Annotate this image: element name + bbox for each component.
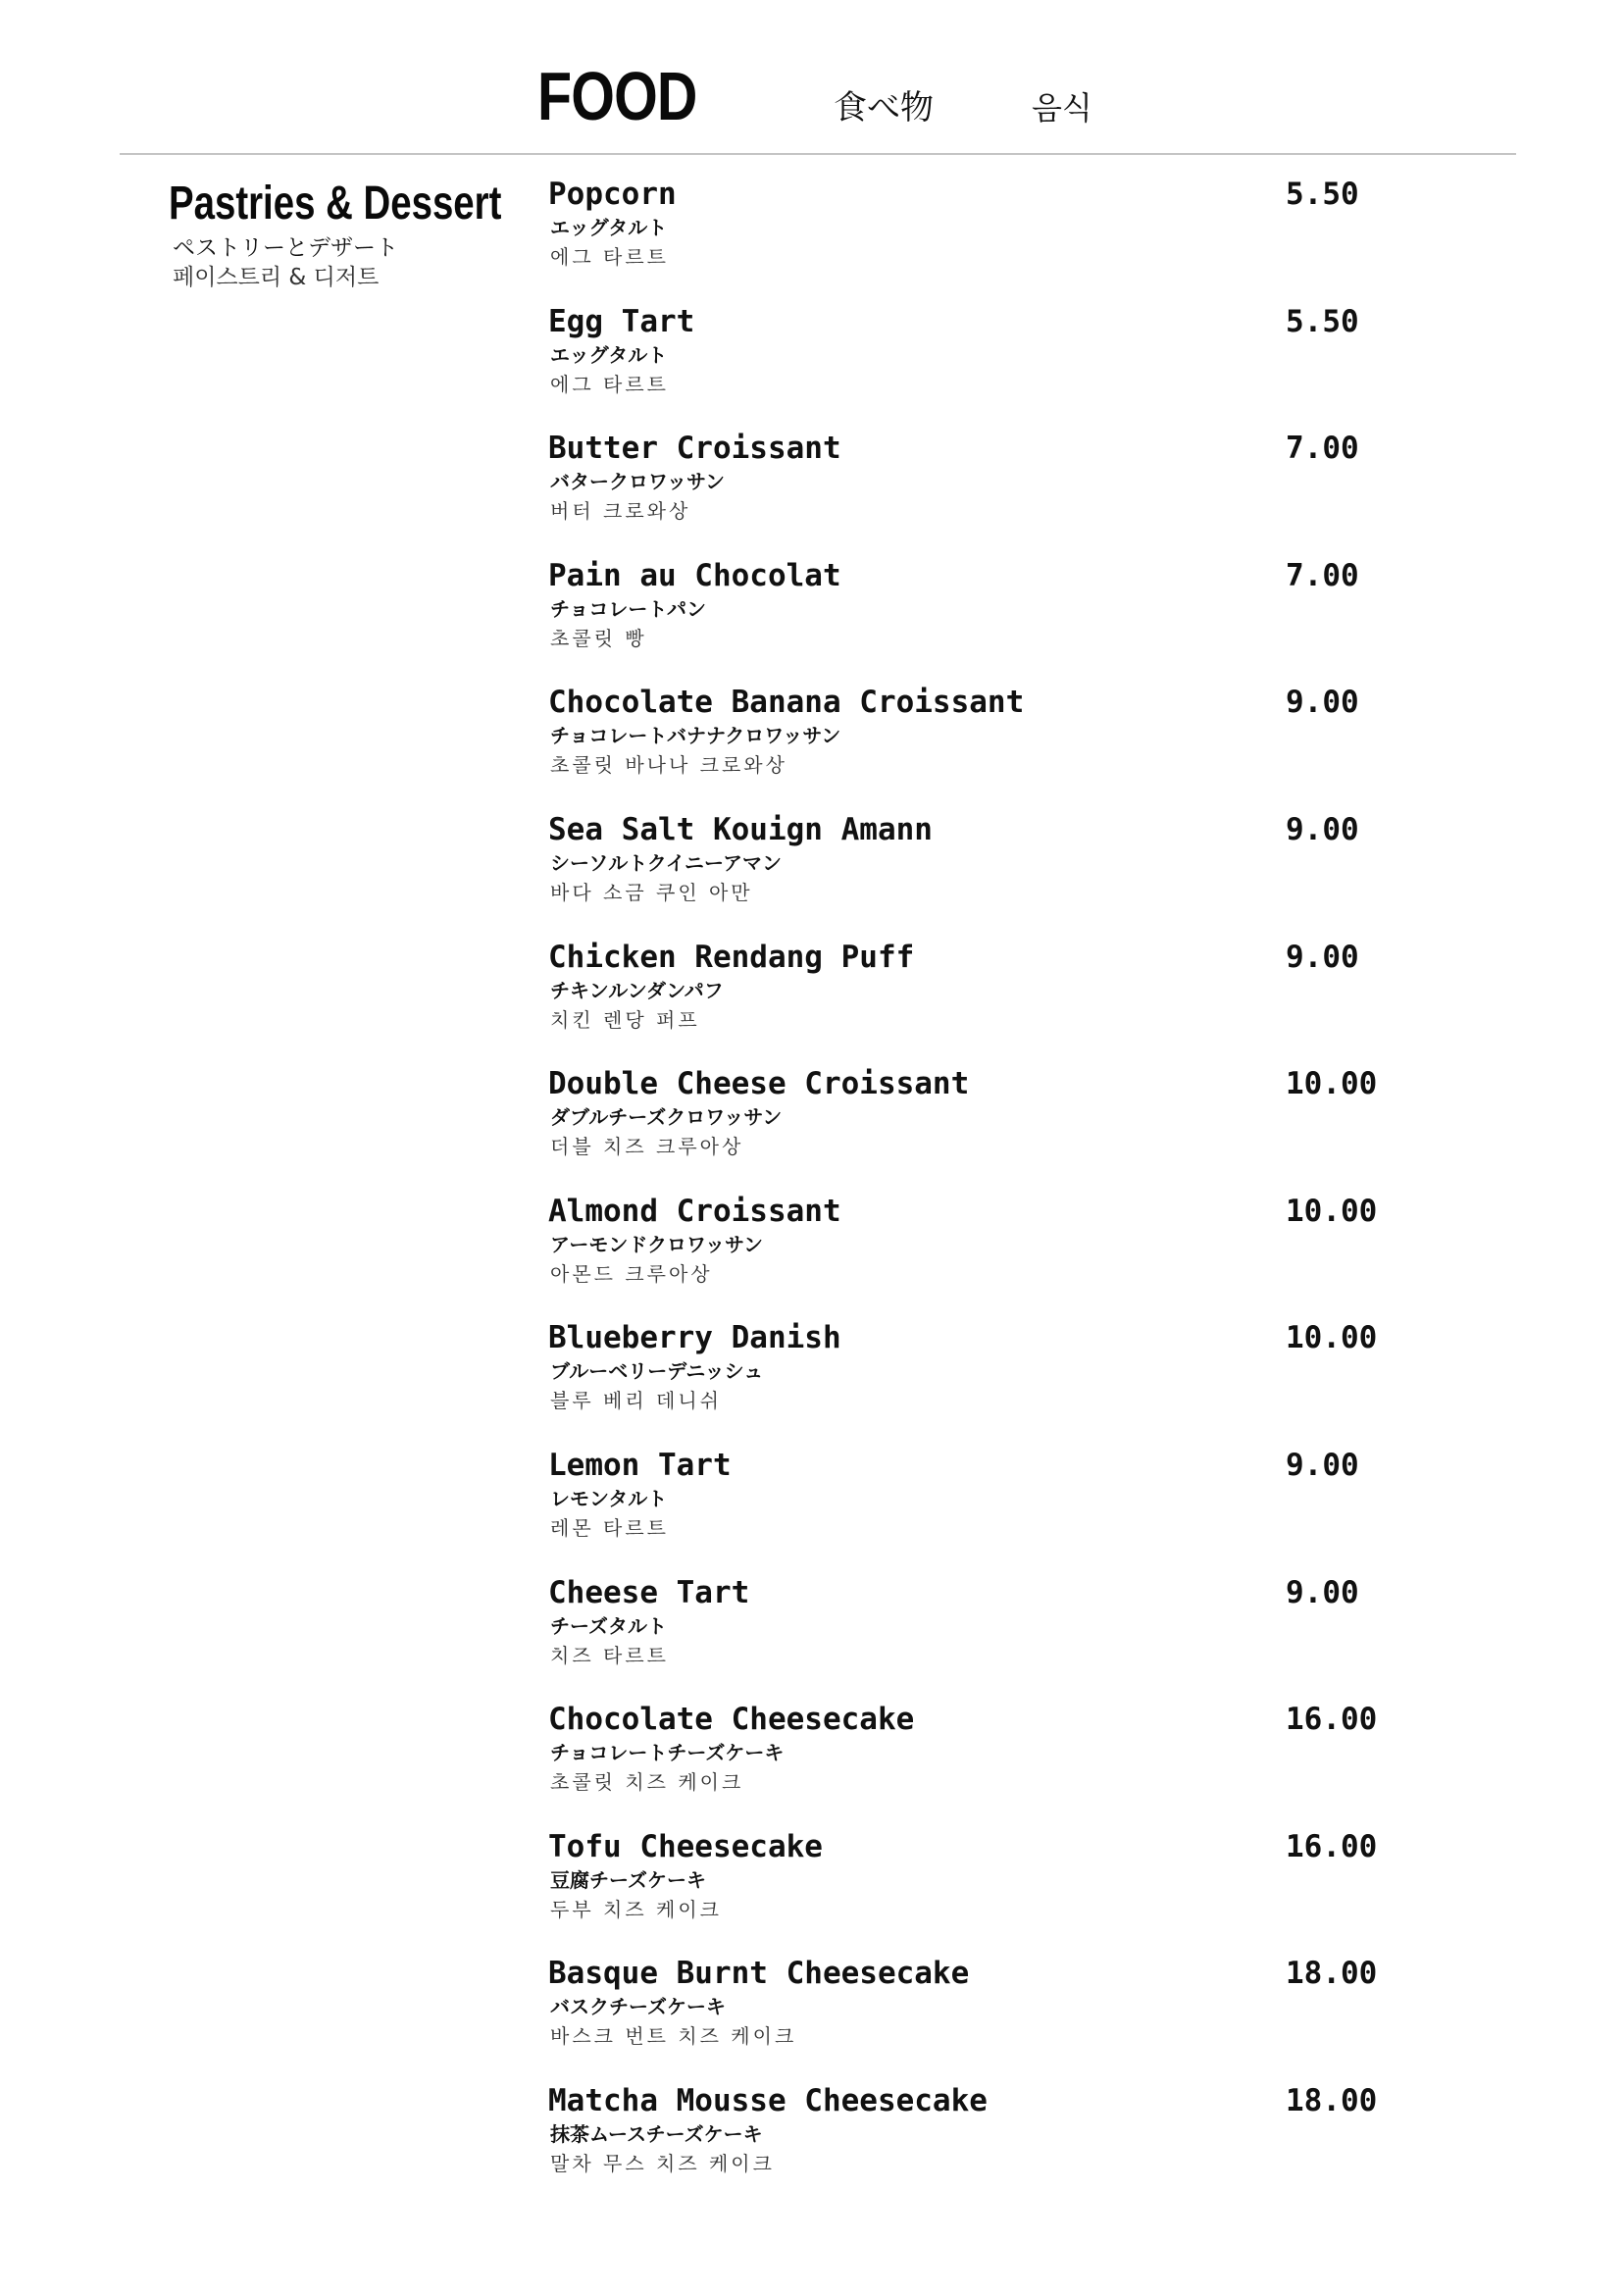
menu-item xyxy=(548,300,1431,428)
menu-item-name-japanese: ダブルチーズクロワッサン xyxy=(550,1105,783,1130)
menu-item-name: Tofu Cheesecake xyxy=(548,1828,823,1864)
menu-item-name-japanese: 豆腐チーズケーキ xyxy=(550,1867,706,1892)
menu-item xyxy=(548,808,1431,936)
menu-item xyxy=(548,1825,1431,1953)
menu-item xyxy=(548,1316,1431,1444)
menu-item-price: 16.00 xyxy=(1286,1702,1378,1738)
menu-item-price: 10.00 xyxy=(1286,1320,1378,1356)
menu-item-name: Double Cheese Croissant xyxy=(548,1066,970,1102)
menu-item xyxy=(548,1444,1431,1571)
menu-item-name-japanese: エッグタルト xyxy=(550,216,668,239)
menu-item-name-japanese: レモンタルト xyxy=(550,1486,668,1510)
menu-item-name-korean: 더블 치즈 크루아상 xyxy=(550,1135,744,1159)
page-title: FOOD xyxy=(537,58,697,134)
menu-item xyxy=(548,427,1431,554)
menu-item-name-japanese: バスクチーズケーキ xyxy=(550,1995,726,2019)
menu-item xyxy=(548,2079,1431,2207)
header-divider xyxy=(120,153,1516,155)
menu-item-name: Pain au Chocolat xyxy=(548,557,841,593)
menu-item-name-japanese: エッグタルト xyxy=(550,342,668,367)
menu-item-price: 10.00 xyxy=(1286,1066,1378,1102)
menu-item-name-japanese: チーズタルト xyxy=(550,1613,667,1638)
menu-item-name: Lemon Tart xyxy=(548,1447,732,1483)
menu-item-name-japanese: シーソルトクイニーアマン xyxy=(550,850,782,875)
menu-item-name-korean: 바다 소금 쿠인 아만 xyxy=(550,880,753,904)
menu-item-name: Blueberry Danish xyxy=(548,1320,841,1356)
menu-item-name-korean: 아몬드 크루아상 xyxy=(550,1261,713,1286)
menu-item-name-japanese: アーモンドクロワッサン xyxy=(550,1232,763,1256)
menu-item xyxy=(548,1571,1431,1699)
menu-item-name: Matcha Mousse Cheesecake xyxy=(548,2082,988,2118)
menu-item-name-japanese: チョコレートバナナクロワッサン xyxy=(550,724,841,748)
page-title-japanese: 食べ物 xyxy=(834,88,934,127)
menu-item-name-korean: 초콜릿 바나나 크로와상 xyxy=(550,753,787,778)
page-title-korean: 음식 xyxy=(1032,89,1092,127)
menu-item-price: 5.50 xyxy=(1286,177,1359,212)
menu-item-name: Butter Croissant xyxy=(548,431,841,467)
menu-item-price: 7.00 xyxy=(1286,557,1359,593)
menu-item-price: 9.00 xyxy=(1286,939,1359,975)
menu-item xyxy=(548,1190,1431,1317)
menu-item-name-japanese: 抹茶ムースチーズケーキ xyxy=(550,2121,763,2146)
menu-item-price: 5.50 xyxy=(1286,303,1359,339)
menu-item-price: 9.00 xyxy=(1286,1447,1359,1483)
section-title-korean: 페이스트리 & 디저트 xyxy=(173,265,380,290)
menu-item-name: Chicken Rendang Puff xyxy=(548,939,915,975)
menu-item-name-korean: 블루 베리 데니쉬 xyxy=(550,1389,722,1413)
menu-item-price: 9.00 xyxy=(1286,1574,1359,1610)
menu-item xyxy=(548,936,1431,1063)
menu-item-name: Basque Burnt Cheesecake xyxy=(548,1956,970,1992)
menu-item-name-korean: 말차 무스 치즈 케이크 xyxy=(550,2151,775,2175)
menu-item-name-japanese: チキンルンダンパフ xyxy=(550,978,724,1002)
section-title-japanese: ペストリーとデザート xyxy=(173,235,398,261)
menu-item-name-korean: 바스크 번트 치즈 케이크 xyxy=(550,2024,797,2049)
menu-item-list xyxy=(548,173,1431,2207)
menu-item-price: 7.00 xyxy=(1286,431,1359,467)
menu-item-name-korean: 버터 크로와상 xyxy=(550,499,691,524)
menu-item xyxy=(548,1698,1431,1825)
menu-item xyxy=(548,1062,1431,1190)
menu-item-name: Chocolate Banana Croissant xyxy=(548,685,1025,721)
menu-item-name-korean: 치즈 타르트 xyxy=(550,1643,669,1667)
menu-item-price: 10.00 xyxy=(1286,1193,1378,1229)
menu-item-name-japanese: チョコレートパン xyxy=(550,596,706,621)
menu-item-name-korean: 레몬 타르트 xyxy=(550,1515,669,1540)
menu-item-name-japanese: ブルーベリーデニッシュ xyxy=(550,1359,764,1384)
menu-item-name-korean: 두부 치즈 케이크 xyxy=(550,1897,722,1921)
menu-item xyxy=(548,554,1431,682)
section-title: Pastries & Dessert xyxy=(169,178,502,229)
menu-item-name-japanese: バタークロワッサン xyxy=(550,470,725,494)
menu-item xyxy=(548,173,1431,300)
menu-item-name-korean: 치킨 렌당 퍼프 xyxy=(550,1007,700,1032)
menu-item-name: Chocolate Cheesecake xyxy=(548,1702,915,1738)
menu-item-name: Popcorn xyxy=(548,177,677,212)
menu-item-name: Almond Croissant xyxy=(548,1193,841,1229)
menu-item-name-korean: 에그 타르트 xyxy=(550,372,669,396)
menu-item-name-korean: 에그 타르트 xyxy=(550,245,669,269)
menu-item-name-japanese: チョコレートチーズケーキ xyxy=(550,1741,785,1765)
menu-item-price: 9.00 xyxy=(1286,811,1359,847)
menu-item-price: 18.00 xyxy=(1286,1956,1378,1992)
menu-item-name: Cheese Tart xyxy=(548,1574,750,1610)
menu-item xyxy=(548,1952,1431,2079)
menu-item-name-korean: 초콜릿 빵 xyxy=(550,626,647,650)
menu-item xyxy=(548,681,1431,808)
menu-item-price: 16.00 xyxy=(1286,1828,1378,1864)
menu-item-price: 9.00 xyxy=(1286,685,1359,721)
menu-item-name: Sea Salt Kouign Amann xyxy=(548,811,933,847)
menu-item-name: Egg Tart xyxy=(548,303,695,339)
menu-item-price: 18.00 xyxy=(1286,2082,1378,2118)
menu-item-name-korean: 초콜릿 치즈 케이크 xyxy=(550,1770,744,1795)
